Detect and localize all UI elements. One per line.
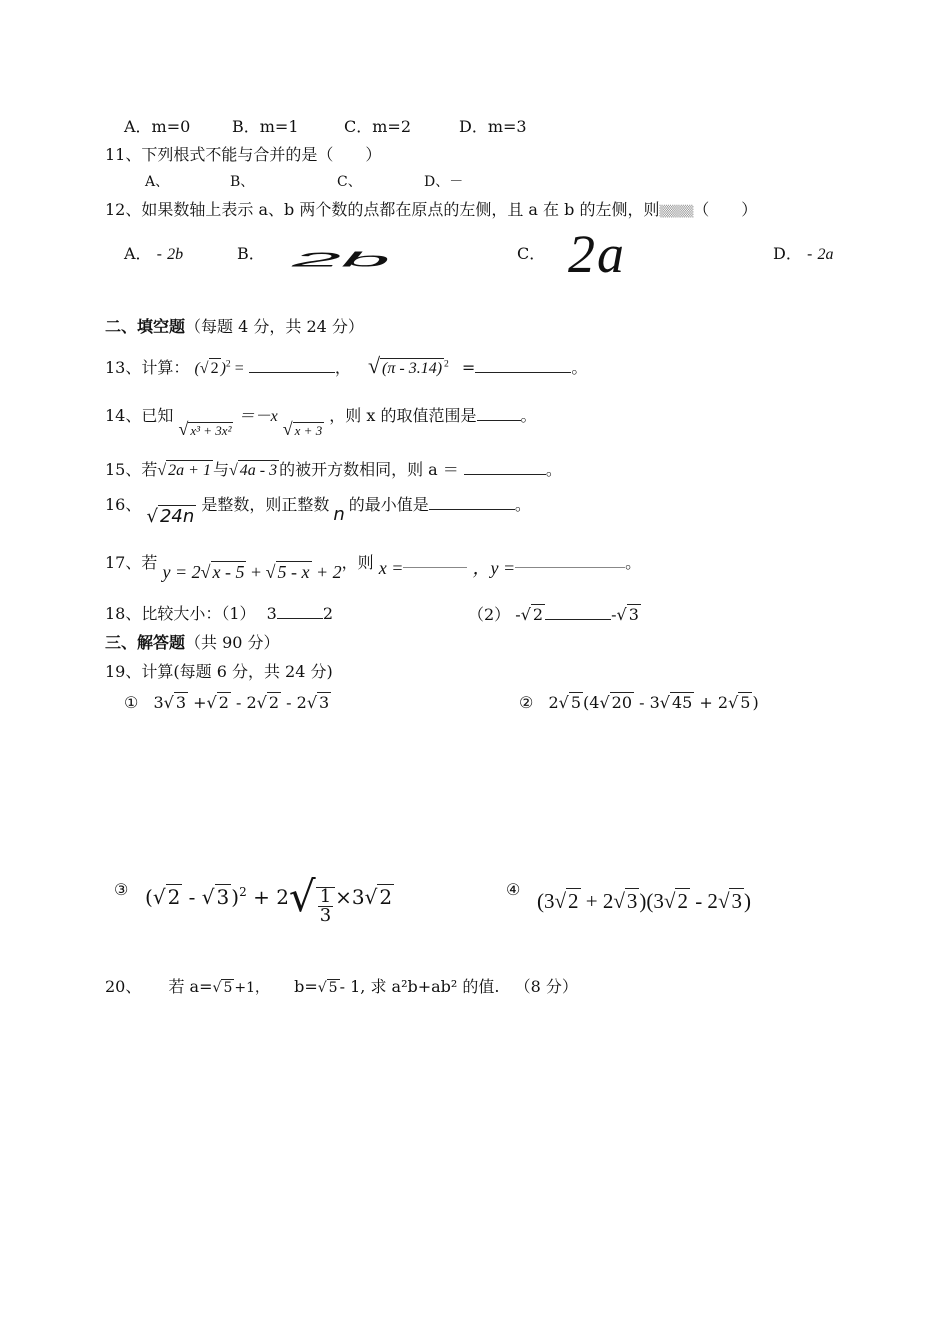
- q16-tail1: 是整数，则正整数: [201, 495, 330, 514]
- q20-text1: 若 a=: [168, 977, 213, 996]
- q12-a-sign: -: [156, 244, 163, 263]
- q19-problem1: [124, 692, 331, 712]
- q17-label: 17、若: [105, 553, 158, 572]
- q17-blank-y[interactable]: [515, 567, 625, 568]
- q16-tail2: 的最小值是: [348, 495, 429, 514]
- q19-c2: ②: [519, 693, 534, 712]
- q16-blank[interactable]: [429, 509, 515, 510]
- q12-a-label: A．: [124, 244, 152, 263]
- q12-d-sign: -: [806, 244, 813, 263]
- q12-stem-text: 12、如果数轴上表示 a、b 两个数的点都在原点的左侧，且 a 在 b 的左侧，则: [105, 200, 660, 219]
- q16: [105, 493, 531, 527]
- e1-op2: - 2: [236, 693, 257, 712]
- q19-e4: (3√2 + 2√3)(3√2 - 2√3): [537, 889, 751, 913]
- q18-radicand1: 2: [532, 605, 544, 624]
- q17-radicand2: 5 - x: [277, 562, 310, 582]
- section2-heading: [105, 317, 364, 336]
- q13-expr1: (√ 2 )$^2$ =: [194, 358, 244, 377]
- e4-d: - 2: [695, 889, 718, 913]
- q14-root1: √ x³ + 3x²: [178, 419, 232, 439]
- q15-radicand1: 2a + 1: [168, 462, 211, 479]
- q12-option-d: [773, 244, 833, 264]
- q10-option-d: D．m=3: [459, 117, 527, 136]
- q17-expr: y = 2√ x - 5 + √ 5 - x + 2: [162, 562, 342, 582]
- e3-rad3: 2: [379, 884, 393, 909]
- q12-option-b-value: [292, 236, 390, 284]
- e4-close: ): [743, 889, 751, 913]
- q18-p1b: 2: [322, 604, 334, 623]
- q20-p2: - 1, 求 a²b+ab² 的值.: [339, 977, 500, 996]
- q19-c1: ①: [124, 693, 139, 712]
- section2-note: （每题 4 分，共 24 分）: [185, 317, 364, 336]
- q20-rad2: 5: [328, 980, 338, 996]
- q15: [105, 460, 562, 480]
- q11-option-b: B、: [230, 174, 255, 190]
- q10-option-b: B．m=1: [232, 117, 299, 136]
- q12-paren: （ ）: [693, 200, 758, 219]
- q20-label: 20、: [105, 977, 142, 996]
- e3-num: 1: [319, 885, 332, 907]
- q17-x: x =: [378, 558, 404, 578]
- q17-y: ，y =: [472, 558, 516, 578]
- q15-label: 15、若: [105, 460, 158, 479]
- q13-end: 。: [571, 358, 588, 377]
- e3-rad2: 3: [216, 884, 230, 909]
- e3-mult: ×3: [335, 884, 365, 909]
- q15-and: 与: [212, 460, 229, 479]
- e1-op1: +: [193, 693, 207, 712]
- e4-a: (3: [537, 889, 555, 913]
- q18-label: 18、比较大小：（1）: [105, 604, 256, 623]
- e1-rad3: 2: [268, 693, 280, 712]
- q12-a-value: 2b: [167, 246, 184, 263]
- q10-option-c: C．m=2: [344, 117, 412, 136]
- q17-blank-x[interactable]: [403, 567, 467, 568]
- q19-e1: 3√ 3 +√ 2 - 2√ 2 - 2√ 3: [153, 693, 330, 712]
- q20-text2: b=: [294, 977, 318, 996]
- section3-note: （共 90 分）: [185, 633, 280, 652]
- q14: [105, 405, 537, 439]
- e3-rad1: 2: [167, 884, 181, 909]
- q17-end: 。: [625, 553, 642, 572]
- q18-neg1: -: [515, 605, 521, 624]
- q16-label: 16、: [105, 495, 142, 514]
- q20-score: （8 分）: [514, 977, 578, 996]
- q13-radicand1: 2: [210, 360, 219, 377]
- q15-radicand2: 4a - 3: [239, 462, 278, 479]
- q19-c4: ④: [506, 880, 521, 899]
- q11-option-a: A、: [145, 174, 170, 190]
- section3-heading: [105, 633, 280, 652]
- e2-rad2: 20: [611, 693, 632, 712]
- q13-eq: =: [461, 358, 476, 377]
- q15-end: 。: [545, 460, 562, 479]
- e4-rad2: 3: [626, 889, 638, 913]
- q11-stem: 11、下列根式不能与合并的是（ ）: [105, 145, 382, 164]
- q13-expr2: √ (π - 3.14) $^2$: [367, 353, 449, 378]
- q17-lhs: y = 2: [162, 562, 201, 582]
- e4-rad1: 2: [568, 889, 579, 913]
- q14-blank[interactable]: [477, 420, 521, 421]
- q17-tail: + 2: [316, 562, 342, 582]
- e3-open: (: [145, 884, 153, 909]
- q17-plus: +: [250, 562, 262, 582]
- q12-d-label: D．: [773, 244, 802, 263]
- e2-p3: + 2: [699, 693, 729, 712]
- q18-radicand2: 3: [628, 605, 639, 624]
- q18-blank1[interactable]: [277, 618, 323, 619]
- q18-neg2: -: [611, 605, 617, 624]
- q12-option-a: [124, 244, 183, 264]
- q12-d-value: 2a: [817, 246, 834, 263]
- e1-rad4: 3: [319, 693, 330, 712]
- q10-option-a: A．m=0: [124, 117, 191, 136]
- q11-option-d: D、－: [424, 174, 464, 190]
- e4-c: )(3: [639, 889, 664, 913]
- q18-part2: （2） -√ 2 -√ 3: [468, 605, 639, 624]
- q20: 20、 若 a=√ 5 +1， b=√ 5 - 1, 求 a²b+ab² 的值. （8 分）: [105, 977, 578, 996]
- q14-radicand2: x + 3: [294, 423, 323, 438]
- q14-radicand1: x³ + 3x²: [190, 423, 232, 438]
- q18: [105, 604, 333, 623]
- q14-root2: √ x + 3: [282, 419, 323, 439]
- q14-label: 14、已知: [105, 406, 174, 425]
- q12-formula-image: ▒▒▒▒: [659, 205, 694, 218]
- q13-expr2-text: (π - 3.14): [382, 360, 443, 377]
- q15-root2: √ 4a - 3: [228, 462, 278, 479]
- q15-tail: 的被开方数相同，则 a ＝: [279, 460, 459, 479]
- q19-c3: ③: [114, 880, 129, 899]
- e4-b: + 2: [585, 889, 614, 913]
- q12-option-c-label: C．: [517, 244, 546, 263]
- e1-rad2: 2: [218, 693, 229, 712]
- q12-c-big: 2a: [568, 224, 626, 284]
- e3-den: 3: [319, 904, 332, 926]
- e2-rad4: 5: [740, 693, 751, 712]
- q17-radicand1: x - 5: [212, 562, 245, 582]
- q16-root: √ 24n: [146, 506, 195, 527]
- q14-end: 。: [520, 406, 537, 425]
- section3-title: 三、解答题: [105, 633, 186, 652]
- q12-stem: [105, 200, 757, 219]
- q19-problem2: [519, 692, 759, 712]
- q19-e3: (√ 2 - √ 3 )$^2$ + 2√ $\frac{1}{3}$ ×3√ 2: [145, 872, 393, 926]
- q17: [105, 551, 642, 582]
- e3-coef: + 2: [253, 884, 289, 909]
- q12-b-stretched: 2b: [292, 249, 390, 271]
- q13-blank2[interactable]: [475, 372, 571, 373]
- q13: [105, 353, 587, 379]
- q13-blank1[interactable]: [249, 372, 335, 373]
- q16-radicand: 24n: [159, 506, 195, 527]
- q18-blank2[interactable]: [545, 619, 611, 620]
- e3-close: ): [231, 884, 240, 909]
- e1-rad1: 3: [175, 693, 187, 712]
- q11-option-c: C、: [337, 174, 362, 190]
- e2-p2: - 3: [639, 693, 660, 712]
- q18-p2: （2）: [468, 605, 511, 624]
- e2-coef: 2: [548, 693, 559, 712]
- q13-label: 13、计算：: [105, 358, 190, 377]
- q19-stem: 19、计算(每题 6 分，共 24 分): [105, 662, 333, 681]
- e2-p1: (4: [583, 693, 600, 712]
- q15-blank[interactable]: [464, 474, 546, 475]
- e2-rad3: 45: [671, 693, 693, 712]
- q14-mid: ＝－x: [238, 408, 278, 425]
- q20-rad1: 5: [223, 980, 233, 996]
- e2-rad1: 5: [570, 693, 582, 712]
- e3-minus: -: [188, 884, 196, 909]
- e4-rad4: 3: [731, 889, 742, 913]
- e2-close: ): [752, 693, 759, 712]
- q14-tail: ，则 x 的取值范围是: [329, 406, 477, 425]
- q12-option-c-value: [568, 222, 626, 287]
- q18-p1a: 3: [266, 604, 277, 623]
- section2-title: 二、填空题: [105, 317, 186, 336]
- q15-root1: √ 2a + 1: [157, 462, 211, 479]
- q16-var: n: [333, 504, 345, 525]
- e3-exp: 2: [239, 885, 247, 900]
- q20-p1: +1，: [234, 980, 269, 996]
- q17-then: ，则: [341, 553, 374, 572]
- e1-coef: 3: [153, 693, 164, 712]
- e1-op3: - 2: [286, 693, 307, 712]
- q12-option-b-label: B．: [237, 244, 265, 263]
- q16-end: 。: [514, 495, 531, 514]
- e4-rad3: 2: [677, 889, 688, 913]
- q19-e2: 2√ 5 (4√ 20 - 3√ 45 + 2√ 5 ): [548, 693, 759, 712]
- q13-comma: ，: [334, 358, 351, 377]
